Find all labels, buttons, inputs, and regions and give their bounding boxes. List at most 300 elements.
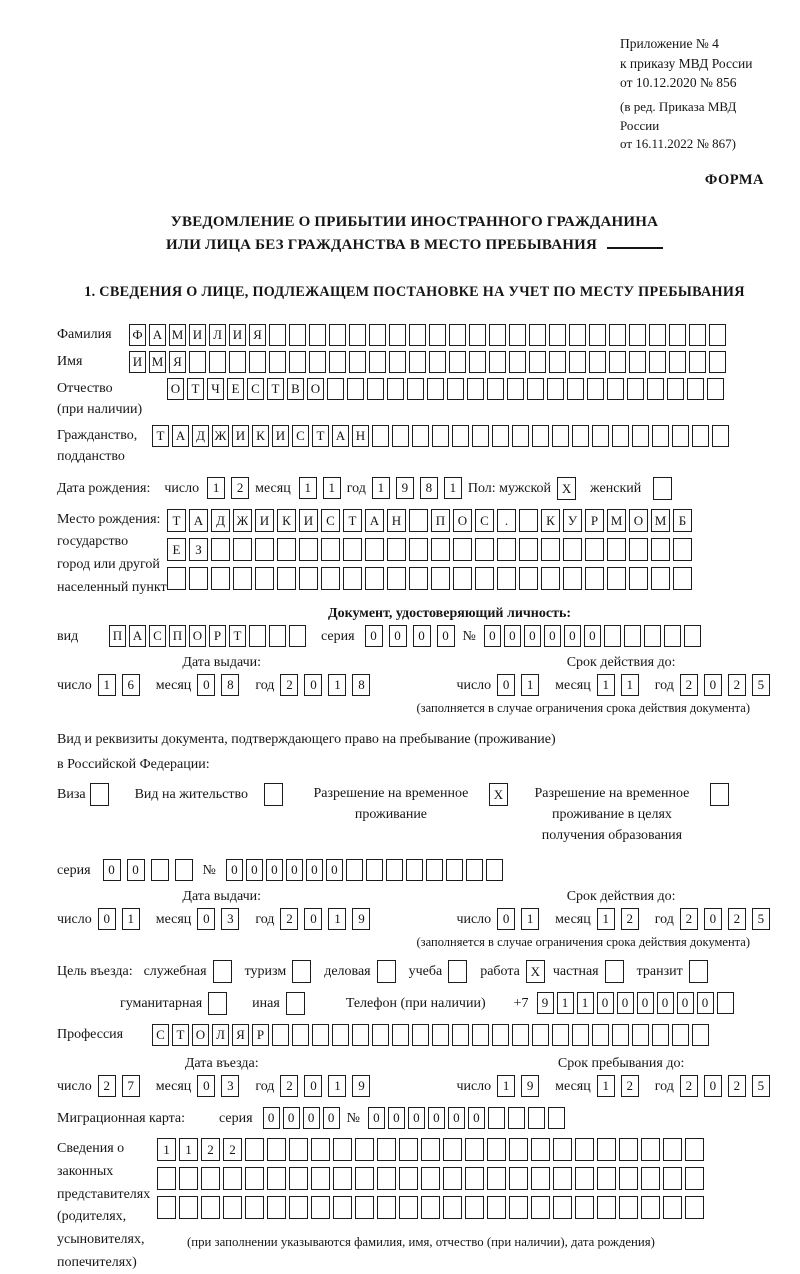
form-cell[interactable] [223, 1167, 242, 1190]
form-cell[interactable] [449, 324, 466, 346]
form-cell[interactable] [465, 1196, 484, 1219]
form-cell[interactable] [429, 351, 446, 373]
form-cell[interactable] [255, 538, 274, 561]
form-cell[interactable]: 0 [103, 859, 121, 881]
form-cell[interactable] [529, 324, 546, 346]
form-cell[interactable] [509, 1167, 528, 1190]
form-cell[interactable]: 0 [263, 1107, 280, 1129]
form-cell[interactable] [409, 324, 426, 346]
form-cell[interactable] [486, 859, 503, 881]
form-cell[interactable]: О [453, 509, 472, 532]
form-cell[interactable] [399, 1196, 418, 1219]
form-cell[interactable]: . [497, 509, 516, 532]
form-cell[interactable] [179, 1167, 198, 1190]
form-cell[interactable]: Е [167, 538, 186, 561]
form-cell[interactable] [157, 1167, 176, 1190]
purpose-other-checkbox[interactable] [286, 992, 305, 1015]
form-cell[interactable]: 1 [444, 477, 462, 499]
form-cell[interactable] [399, 1167, 418, 1190]
female-checkbox[interactable] [653, 477, 672, 500]
form-cell[interactable] [443, 1167, 462, 1190]
form-cell[interactable]: Т [187, 378, 204, 400]
form-cell[interactable] [167, 567, 186, 590]
form-cell[interactable]: О [192, 1024, 209, 1046]
form-cell[interactable] [553, 1167, 572, 1190]
form-cell[interactable]: 0 [413, 625, 431, 647]
form-cell[interactable] [321, 567, 340, 590]
form-cell[interactable]: 1 [521, 674, 539, 696]
form-cell[interactable]: Ф [129, 324, 146, 346]
form-cell[interactable]: 9 [396, 477, 414, 499]
form-cell[interactable]: И [232, 425, 249, 447]
form-cell[interactable] [552, 425, 569, 447]
form-cell[interactable] [592, 1024, 609, 1046]
form-cell[interactable] [553, 1196, 572, 1219]
form-cell[interactable]: С [321, 509, 340, 532]
form-cell[interactable]: 1 [328, 1075, 346, 1097]
form-cell[interactable]: 0 [197, 1075, 215, 1097]
form-cell[interactable]: Ч [207, 378, 224, 400]
form-cell[interactable]: 2 [680, 674, 698, 696]
form-cell[interactable]: 8 [221, 674, 239, 696]
form-cell[interactable] [624, 625, 641, 647]
form-cell[interactable] [612, 1024, 629, 1046]
form-cell[interactable] [349, 324, 366, 346]
form-cell[interactable] [685, 1167, 704, 1190]
form-cell[interactable] [709, 324, 726, 346]
purpose-official-checkbox[interactable] [213, 960, 232, 983]
form-cell[interactable] [689, 351, 706, 373]
form-cell[interactable] [443, 1196, 462, 1219]
form-cell[interactable]: И [272, 425, 289, 447]
form-cell[interactable] [589, 351, 606, 373]
form-cell[interactable] [685, 1196, 704, 1219]
form-cell[interactable]: С [149, 625, 166, 647]
form-cell[interactable]: 0 [365, 625, 383, 647]
form-cell[interactable] [389, 324, 406, 346]
form-cell[interactable] [365, 538, 384, 561]
form-cell[interactable]: 0 [448, 1107, 465, 1129]
form-cell[interactable] [389, 351, 406, 373]
form-cell[interactable] [387, 378, 404, 400]
purpose-transit-checkbox[interactable] [689, 960, 708, 983]
form-cell[interactable] [245, 1138, 264, 1161]
form-cell[interactable]: 0 [497, 908, 515, 930]
form-cell[interactable]: Р [252, 1024, 269, 1046]
form-cell[interactable] [685, 1138, 704, 1161]
form-cell[interactable] [333, 1167, 352, 1190]
form-cell[interactable] [311, 1138, 330, 1161]
form-cell[interactable] [489, 351, 506, 373]
form-cell[interactable] [409, 538, 428, 561]
form-cell[interactable]: 0 [303, 1107, 320, 1129]
form-cell[interactable] [663, 1196, 682, 1219]
form-cell[interactable]: Б [673, 509, 692, 532]
form-cell[interactable] [267, 1138, 286, 1161]
form-cell[interactable] [563, 567, 582, 590]
form-cell[interactable]: И [299, 509, 318, 532]
form-cell[interactable] [367, 378, 384, 400]
form-cell[interactable] [412, 425, 429, 447]
form-cell[interactable] [179, 1196, 198, 1219]
form-cell[interactable] [532, 1024, 549, 1046]
form-cell[interactable] [372, 425, 389, 447]
form-cell[interactable] [553, 1138, 572, 1161]
form-cell[interactable]: Ж [233, 509, 252, 532]
residence-permit-checkbox[interactable] [264, 783, 283, 806]
form-cell[interactable]: 0 [323, 1107, 340, 1129]
form-cell[interactable] [519, 538, 538, 561]
form-cell[interactable]: 0 [704, 674, 722, 696]
form-cell[interactable]: 0 [597, 992, 614, 1014]
form-cell[interactable]: 6 [122, 674, 140, 696]
form-cell[interactable] [277, 538, 296, 561]
form-cell[interactable]: Ж [212, 425, 229, 447]
form-cell[interactable] [372, 1024, 389, 1046]
form-cell[interactable] [472, 1024, 489, 1046]
form-cell[interactable] [607, 538, 626, 561]
form-cell[interactable] [651, 567, 670, 590]
form-cell[interactable] [652, 1024, 669, 1046]
form-cell[interactable]: 0 [697, 992, 714, 1014]
form-cell[interactable] [267, 1196, 286, 1219]
form-cell[interactable] [189, 351, 206, 373]
form-cell[interactable]: 7 [122, 1075, 140, 1097]
male-checkbox[interactable]: X [557, 477, 576, 500]
form-cell[interactable] [201, 1167, 220, 1190]
form-cell[interactable] [489, 324, 506, 346]
form-cell[interactable]: 1 [122, 908, 140, 930]
form-cell[interactable]: Я [249, 324, 266, 346]
form-cell[interactable] [609, 351, 626, 373]
form-cell[interactable] [446, 859, 463, 881]
form-cell[interactable]: О [189, 625, 206, 647]
form-cell[interactable]: 1 [597, 908, 615, 930]
form-cell[interactable] [347, 378, 364, 400]
form-cell[interactable]: Л [212, 1024, 229, 1046]
form-cell[interactable] [687, 378, 704, 400]
form-cell[interactable]: П [169, 625, 186, 647]
form-cell[interactable] [607, 567, 626, 590]
form-cell[interactable] [421, 1196, 440, 1219]
form-cell[interactable] [355, 1196, 374, 1219]
form-cell[interactable] [527, 378, 544, 400]
form-cell[interactable] [509, 1138, 528, 1161]
form-cell[interactable]: 1 [597, 1075, 615, 1097]
form-cell[interactable] [311, 1196, 330, 1219]
form-cell[interactable]: О [629, 509, 648, 532]
form-cell[interactable]: А [172, 425, 189, 447]
form-cell[interactable] [399, 1138, 418, 1161]
form-cell[interactable] [333, 1138, 352, 1161]
form-cell[interactable] [647, 378, 664, 400]
purpose-study-checkbox[interactable] [448, 960, 467, 983]
form-cell[interactable] [541, 567, 560, 590]
form-cell[interactable]: 0 [304, 908, 322, 930]
form-cell[interactable]: И [129, 351, 146, 373]
form-cell[interactable] [407, 378, 424, 400]
form-cell[interactable]: 2 [280, 1075, 298, 1097]
form-cell[interactable]: Д [211, 509, 230, 532]
form-cell[interactable] [151, 859, 169, 881]
form-cell[interactable] [644, 625, 661, 647]
form-cell[interactable] [652, 425, 669, 447]
form-cell[interactable]: 0 [306, 859, 323, 881]
form-cell[interactable] [475, 567, 494, 590]
form-cell[interactable] [453, 567, 472, 590]
form-cell[interactable] [585, 538, 604, 561]
form-cell[interactable] [509, 324, 526, 346]
form-cell[interactable] [377, 1196, 396, 1219]
purpose-work-checkbox[interactable]: X [526, 960, 545, 983]
form-cell[interactable]: О [307, 378, 324, 400]
form-cell[interactable]: А [332, 425, 349, 447]
form-cell[interactable]: 0 [564, 625, 581, 647]
form-cell[interactable]: Т [229, 625, 246, 647]
form-cell[interactable]: 0 [484, 625, 501, 647]
form-cell[interactable]: 0 [544, 625, 561, 647]
form-cell[interactable]: 2 [201, 1138, 220, 1161]
form-cell[interactable] [663, 1167, 682, 1190]
form-cell[interactable]: Н [352, 425, 369, 447]
form-cell[interactable] [692, 425, 709, 447]
form-cell[interactable]: С [247, 378, 264, 400]
form-cell[interactable]: Р [209, 625, 226, 647]
form-cell[interactable] [548, 1107, 565, 1129]
form-cell[interactable] [531, 1167, 550, 1190]
form-cell[interactable] [289, 351, 306, 373]
form-cell[interactable]: 1 [577, 992, 594, 1014]
form-cell[interactable]: 0 [704, 1075, 722, 1097]
form-cell[interactable] [329, 324, 346, 346]
form-cell[interactable] [343, 538, 362, 561]
form-cell[interactable] [689, 324, 706, 346]
form-cell[interactable]: 8 [352, 674, 370, 696]
form-cell[interactable] [487, 1167, 506, 1190]
form-cell[interactable]: 0 [246, 859, 263, 881]
form-cell[interactable] [309, 351, 326, 373]
form-cell[interactable]: 2 [728, 1075, 746, 1097]
form-cell[interactable] [472, 425, 489, 447]
form-cell[interactable]: П [109, 625, 126, 647]
form-cell[interactable] [343, 567, 362, 590]
form-cell[interactable] [569, 351, 586, 373]
form-cell[interactable] [684, 625, 701, 647]
form-cell[interactable] [531, 1138, 550, 1161]
form-cell[interactable] [673, 567, 692, 590]
form-cell[interactable]: Д [192, 425, 209, 447]
form-cell[interactable] [664, 625, 681, 647]
form-cell[interactable] [519, 567, 538, 590]
form-cell[interactable]: 0 [197, 908, 215, 930]
form-cell[interactable] [597, 1138, 616, 1161]
form-cell[interactable] [575, 1167, 594, 1190]
form-cell[interactable] [365, 567, 384, 590]
form-cell[interactable]: 1 [207, 477, 225, 499]
form-cell[interactable] [519, 509, 538, 532]
form-cell[interactable] [431, 538, 450, 561]
form-cell[interactable]: 0 [657, 992, 674, 1014]
form-cell[interactable] [497, 538, 516, 561]
form-cell[interactable] [223, 1196, 242, 1219]
form-cell[interactable] [409, 567, 428, 590]
form-cell[interactable]: 1 [328, 908, 346, 930]
form-cell[interactable] [333, 1196, 352, 1219]
form-cell[interactable] [667, 378, 684, 400]
form-cell[interactable]: Т [267, 378, 284, 400]
form-cell[interactable]: 0 [389, 625, 407, 647]
purpose-business-checkbox[interactable] [377, 960, 396, 983]
form-cell[interactable]: 0 [704, 908, 722, 930]
form-cell[interactable] [549, 351, 566, 373]
form-cell[interactable]: М [149, 351, 166, 373]
form-cell[interactable] [492, 1024, 509, 1046]
form-cell[interactable] [651, 538, 670, 561]
form-cell[interactable] [277, 567, 296, 590]
form-cell[interactable] [249, 351, 266, 373]
form-cell[interactable] [575, 1196, 594, 1219]
form-cell[interactable] [392, 1024, 409, 1046]
form-cell[interactable]: 1 [597, 674, 615, 696]
purpose-humanitarian-checkbox[interactable] [208, 992, 227, 1015]
form-cell[interactable]: 2 [223, 1138, 242, 1161]
form-cell[interactable] [329, 351, 346, 373]
form-cell[interactable]: 5 [752, 908, 770, 930]
form-cell[interactable] [269, 351, 286, 373]
form-cell[interactable] [619, 1167, 638, 1190]
form-cell[interactable] [575, 1138, 594, 1161]
form-cell[interactable] [392, 425, 409, 447]
form-cell[interactable]: О [167, 378, 184, 400]
form-cell[interactable]: 2 [280, 908, 298, 930]
form-cell[interactable]: И [229, 324, 246, 346]
form-cell[interactable] [429, 324, 446, 346]
form-cell[interactable]: 2 [98, 1075, 116, 1097]
form-cell[interactable] [465, 1167, 484, 1190]
form-cell[interactable] [229, 351, 246, 373]
form-cell[interactable]: У [563, 509, 582, 532]
form-cell[interactable] [255, 567, 274, 590]
form-cell[interactable] [649, 324, 666, 346]
form-cell[interactable] [426, 859, 443, 881]
form-cell[interactable] [509, 1196, 528, 1219]
form-cell[interactable]: Я [169, 351, 186, 373]
form-cell[interactable]: 3 [221, 1075, 239, 1097]
form-cell[interactable] [175, 859, 193, 881]
form-cell[interactable] [467, 378, 484, 400]
form-cell[interactable] [209, 351, 226, 373]
visa-checkbox[interactable] [90, 783, 109, 806]
form-cell[interactable] [609, 324, 626, 346]
form-cell[interactable]: 9 [537, 992, 554, 1014]
form-cell[interactable]: 9 [352, 908, 370, 930]
form-cell[interactable] [245, 1167, 264, 1190]
form-cell[interactable] [412, 1024, 429, 1046]
form-cell[interactable] [641, 1138, 660, 1161]
form-cell[interactable] [469, 351, 486, 373]
form-cell[interactable]: 0 [304, 1075, 322, 1097]
form-cell[interactable]: З [189, 538, 208, 561]
form-cell[interactable]: А [149, 324, 166, 346]
form-cell[interactable]: Е [227, 378, 244, 400]
form-cell[interactable] [712, 425, 729, 447]
form-cell[interactable] [157, 1196, 176, 1219]
form-cell[interactable] [569, 324, 586, 346]
form-cell[interactable] [453, 538, 472, 561]
form-cell[interactable] [267, 1167, 286, 1190]
form-cell[interactable] [597, 1196, 616, 1219]
form-cell[interactable] [421, 1138, 440, 1161]
form-cell[interactable] [469, 324, 486, 346]
form-cell[interactable]: С [475, 509, 494, 532]
form-cell[interactable] [552, 1024, 569, 1046]
form-cell[interactable] [299, 538, 318, 561]
purpose-private-checkbox[interactable] [605, 960, 624, 983]
form-cell[interactable]: 1 [98, 674, 116, 696]
form-cell[interactable] [629, 351, 646, 373]
form-cell[interactable] [672, 1024, 689, 1046]
form-cell[interactable] [663, 1138, 682, 1161]
form-cell[interactable] [189, 567, 208, 590]
form-cell[interactable]: 0 [368, 1107, 385, 1129]
form-cell[interactable] [233, 567, 252, 590]
form-cell[interactable] [369, 351, 386, 373]
form-cell[interactable]: 9 [521, 1075, 539, 1097]
form-cell[interactable]: 3 [221, 908, 239, 930]
form-cell[interactable] [272, 1024, 289, 1046]
form-cell[interactable] [547, 378, 564, 400]
form-cell[interactable]: Т [152, 425, 169, 447]
form-cell[interactable] [497, 567, 516, 590]
form-cell[interactable] [321, 538, 340, 561]
form-cell[interactable] [604, 625, 621, 647]
form-cell[interactable] [627, 378, 644, 400]
form-cell[interactable]: 2 [680, 1075, 698, 1097]
form-cell[interactable]: К [541, 509, 560, 532]
form-cell[interactable] [386, 859, 403, 881]
form-cell[interactable] [585, 567, 604, 590]
form-cell[interactable]: 2 [728, 674, 746, 696]
form-cell[interactable] [312, 1024, 329, 1046]
form-cell[interactable]: 1 [557, 992, 574, 1014]
form-cell[interactable] [387, 538, 406, 561]
form-cell[interactable]: 0 [286, 859, 303, 881]
form-cell[interactable] [531, 1196, 550, 1219]
form-cell[interactable] [629, 567, 648, 590]
form-cell[interactable] [669, 351, 686, 373]
form-cell[interactable] [692, 1024, 709, 1046]
form-cell[interactable]: 0 [388, 1107, 405, 1129]
form-cell[interactable] [369, 324, 386, 346]
form-cell[interactable] [366, 859, 383, 881]
form-cell[interactable] [507, 378, 524, 400]
form-cell[interactable] [475, 538, 494, 561]
form-cell[interactable] [427, 378, 444, 400]
form-cell[interactable] [443, 1138, 462, 1161]
form-cell[interactable]: 0 [98, 908, 116, 930]
form-cell[interactable] [589, 324, 606, 346]
form-cell[interactable]: 2 [231, 477, 249, 499]
form-cell[interactable] [587, 378, 604, 400]
form-cell[interactable]: 1 [299, 477, 317, 499]
form-cell[interactable] [332, 1024, 349, 1046]
form-cell[interactable] [289, 1196, 308, 1219]
form-cell[interactable] [269, 625, 286, 647]
form-cell[interactable] [529, 351, 546, 373]
form-cell[interactable] [421, 1167, 440, 1190]
form-cell[interactable] [632, 1024, 649, 1046]
form-cell[interactable] [269, 324, 286, 346]
